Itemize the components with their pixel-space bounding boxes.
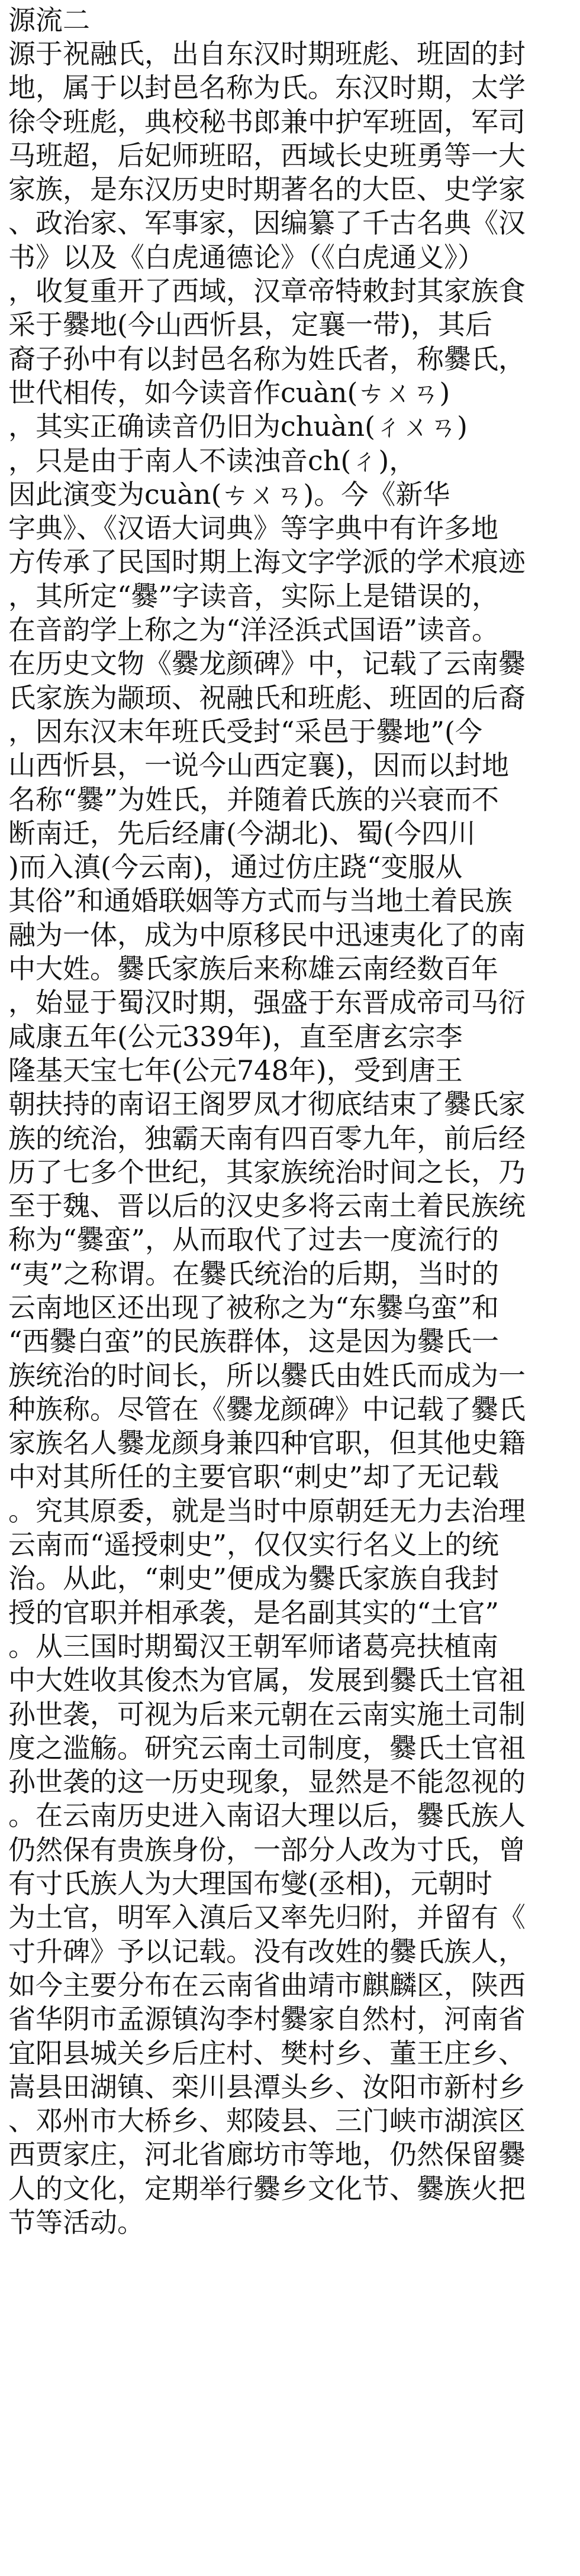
text-line: 种族称。尽管在《爨龙颜碑》中记载了爨氏 — [8, 1393, 526, 1425]
text-line: 马班超，后妃师班昭，西域长史班勇等一大 — [8, 139, 526, 171]
text-line: 。在云南历史进入南诏大理以后，爨氏族人 — [8, 1800, 526, 1832]
text-line: 在历史文物《爨龙颜碑》中，记载了云南爨 — [8, 648, 526, 680]
text-line: ，其所定“爨”字读音，实际上是错误的， — [8, 580, 500, 612]
text-line: 至于魏、晋以后的汉史多将云南土着民族统 — [8, 1190, 526, 1222]
text-line: 。究其原委，就是当时中原朝廷无力去治理 — [8, 1494, 526, 1527]
text-line: 徐令班彪，典校秘书郎兼中护军班固，军司 — [8, 105, 526, 138]
text-line: 中大姓。爨氏家族后来称雄云南经数百年 — [8, 953, 498, 985]
text-line: 山西忻县，一说今山西定襄)，因而以封地 — [8, 749, 509, 782]
text-line: 地，属于以封邑名称为氏。东汉时期，太学 — [8, 72, 526, 104]
text-line: 仍然保有贵族身份，一部分人改为寸氏，曾 — [8, 1833, 526, 1866]
text-line: )而入滇(今云南)，通过仿庄跷“变服从 — [8, 851, 463, 884]
text-line: 世代相传，如今读音作cuàn(ㄘㄨㄢ) — [8, 376, 450, 409]
text-line: 、政治家、军事家，因编纂了千古名典《汉 — [8, 207, 526, 240]
text-line: 源于祝融氏，出自东汉时期班彪、班固的封 — [8, 38, 526, 70]
text-line: 寸升碑》予以记载。没有改姓的爨氏族人， — [8, 1935, 526, 1967]
text-line: 书》以及《白虎通德论》（《白虎通义》） — [8, 241, 485, 273]
text-line: 家族名人爨龙颜身兼四种官职，但其他史籍 — [8, 1427, 526, 1459]
text-line: 字典》、《汉语大词典》等字典中有许多地 — [8, 512, 498, 545]
text-line: 因此演变为cuàn(ㄘㄨㄢ)。今《新华 — [8, 478, 450, 510]
text-line: 如今主要分布在云南省曲靖市麒麟区，陕西 — [8, 1969, 526, 2001]
text-line: 治。从此，“刺史”便成为爨氏家族自我封 — [8, 1562, 500, 1595]
text-line: 嵩县田湖镇、栾川县潭头乡、汝阳市新村乡 — [8, 2070, 526, 2103]
text-line: 族统治的时间长，所以爨氏由姓氏而成为一 — [8, 1359, 526, 1391]
text-line: 家族，是东汉历史时期著名的大臣、史学家 — [8, 173, 526, 206]
text-line: 称为“爨蛮”，从而取代了过去一度流行的 — [8, 1224, 500, 1256]
text-line: 裔子孙中有以封邑名称为姓氏者，称爨氏， — [8, 342, 526, 375]
text-line: 在音韵学上称之为“洋泾浜式国语”读音。 — [8, 614, 500, 646]
text-line: 中大姓收其俊杰为官属，发展到爨氏土官祖 — [8, 1664, 526, 1697]
text-line: 名称“爨”为姓氏，并随着氏族的兴衰而不 — [8, 783, 500, 815]
text-line: ，收复重开了西域，汉章帝特敕封其家族食 — [8, 275, 526, 308]
text-line: 为土官，明军入滇后又率先归附，并留有《 — [8, 1901, 526, 1934]
text-line: 族的统治，独霸天南有四百零九年，前后经 — [8, 1122, 526, 1154]
text-line: 孙世袭，可视为后来元朝在云南实施土司制 — [8, 1698, 526, 1730]
text-line: 西贾家庄，河北省廊坊市等地，仍然保留爨 — [8, 2138, 526, 2171]
text-line: 宜阳县城关乡后庄村、樊村乡、董王庄乡、 — [8, 2037, 526, 2069]
text-line: 节等活动。 — [8, 2206, 144, 2238]
text-line: 方传承了民国时期上海文字学派的学术痕迹 — [8, 546, 526, 578]
text-line: 省华阴市孟源镇沟李村爨家自然村，河南省 — [8, 2003, 526, 2035]
text-line: 咸康五年(公元339年)，直至唐玄宗李 — [8, 1020, 463, 1053]
text-line: 融为一体，成为中原移民中迅速夷化了的南 — [8, 918, 526, 951]
text-line: ，只是由于南人不读浊音ch(ㄔ)， — [8, 444, 417, 477]
section-heading: 源流二 — [8, 4, 90, 36]
text-line: 采于爨地(今山西忻县，定襄一带)，其后 — [8, 309, 492, 341]
text-line: 人的文化，定期举行爨乡文化节、爨族火把 — [8, 2172, 526, 2205]
text-line: “西爨白蛮”的民族群体，这是因为爨氏一 — [8, 1325, 500, 1358]
text-line: 有寸氏族人为大理国布燮(丞相)，元朝时 — [8, 1868, 492, 1900]
text-line: 孙世袭的这一历史现象，显然是不能忽视的 — [8, 1766, 526, 1798]
text-line: 氏家族为颛顼、祝融氏和班彪、班固的后裔 — [8, 681, 526, 714]
text-line: 云南地区还出现了被称之为“东爨乌蛮”和 — [8, 1291, 500, 1323]
text-line: 隆基天宝七年(公元748年)，受到唐王 — [8, 1054, 463, 1086]
text-line: 度之滥觞。研究云南土司制度，爨氏土官祖 — [8, 1732, 526, 1764]
body-text — [8, 37, 572, 2240]
text-line: 中对其所任的主要官职“刺史”却了无记载 — [8, 1461, 500, 1493]
text-line: ，因东汉末年班氏受封“采邑于爨地”(今 — [8, 715, 482, 747]
text-line: ，始显于蜀汉时期，强盛于东晋成帝司马衍 — [8, 986, 526, 1019]
text-line: 历了七多个世纪，其家族统治时间之长，乃 — [8, 1156, 526, 1188]
text-line: 、邓州市大桥乡、郏陵县、三门峡市湖滨区 — [8, 2105, 526, 2137]
text-line: 其俗”和通婚联姻等方式而与当地土着民族 — [8, 885, 513, 917]
text-line: 授的官职并相承袭，是名副其实的“土官” — [8, 1596, 500, 1629]
text-line: 云南而“遥授刺史”，仅仅实行名义上的统 — [8, 1529, 500, 1561]
text-line: “夷”之称谓。在爨氏统治的后期，当时的 — [8, 1257, 500, 1290]
text-line: 朝扶持的南诏王阁罗凤才彻底结束了爨氏家 — [8, 1088, 526, 1121]
text-line: ，其实正确读音仍旧为chuàn(ㄔㄨㄢ) — [8, 410, 468, 443]
text-line: 断南迁，先后经庸(今湖北)、蜀(今四川 — [8, 817, 476, 849]
text-line: 。从三国时期蜀汉王朝军师诸葛亮扶植南 — [8, 1630, 498, 1662]
